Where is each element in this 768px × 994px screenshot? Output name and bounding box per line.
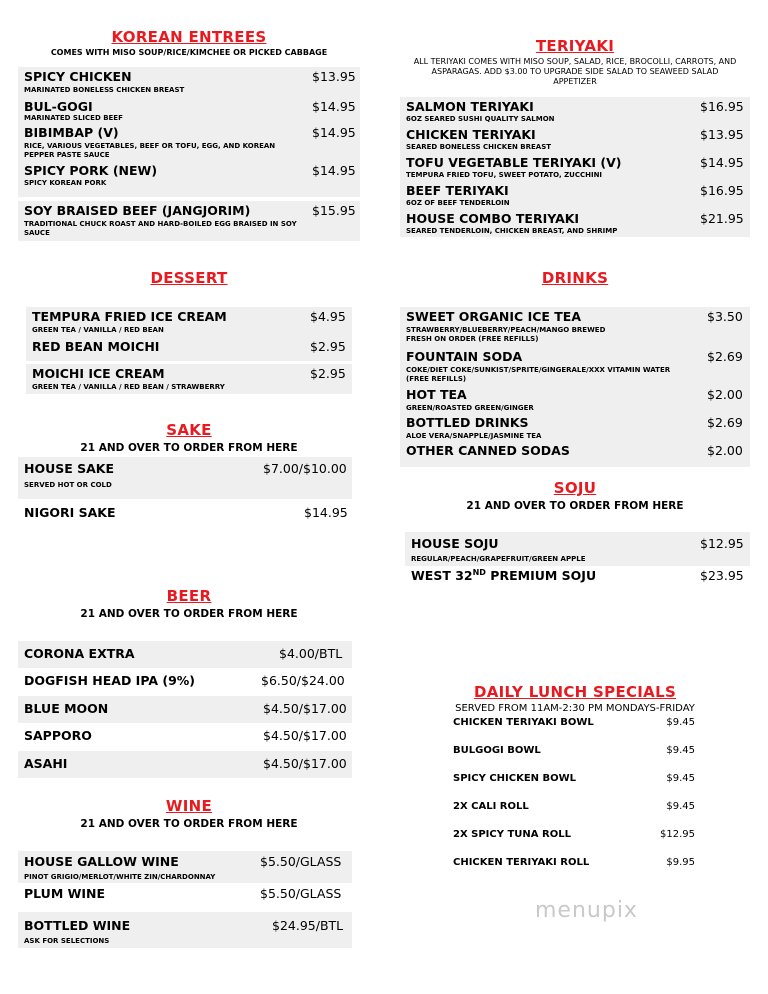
sake-age-notice: 21 AND OVER TO ORDER FROM HERE [80, 442, 298, 454]
menu-item-chicken-teriyaki [400, 125, 750, 153]
item-desc: 6OZ SEARED SUSHI QUALITY SALMON [406, 115, 555, 123]
item-desc: TEMPURA FRIED TOFU, SWEET POTATO, ZUCCHINI [406, 171, 603, 179]
lunch-specials-title: DAILY LUNCH SPECIALS [473, 683, 677, 701]
item-price: $2.00 [707, 387, 743, 402]
item-price: $5.50/GLASS [260, 854, 342, 869]
menu-item-red-bean-moichi [26, 337, 352, 361]
item-name: SALMON TERIYAKI [406, 99, 534, 114]
item-price: $23.95 [700, 568, 744, 583]
item-name: HOUSE COMBO TERIYAKI [406, 211, 580, 226]
item-name: CORONA EXTRA [24, 646, 135, 661]
menu-item-hot-tea [400, 385, 750, 413]
menu-item-house-gallow-wine [18, 851, 352, 883]
item-name: DOGFISH HEAD IPA (9%) [24, 673, 196, 688]
item-name: BOTTLED WINE [24, 918, 131, 933]
menu-item-moichi-ice-cream [26, 364, 352, 394]
item-price: $4.00/BTL [279, 646, 343, 661]
item-name: HOUSE SOJU [411, 536, 499, 551]
lunch-item [453, 773, 695, 784]
item-desc: RICE, VARIOUS VEGETABLES, BEEF OR TOFU, EGG, AND KOREAN PEPPER PASTE SAUCE [24, 142, 276, 159]
item-price: $2.95 [310, 366, 346, 381]
item-price: $12.95 [700, 536, 744, 551]
item-name: BUL-GOGI [24, 99, 93, 114]
menu-item-west-32nd-premium-soju [405, 566, 750, 590]
item-desc: GREEN/ROASTED GREEN/GINGER [406, 404, 534, 412]
lunch-item-price: $9.45 [666, 773, 695, 784]
drinks-title: DRINKS [541, 269, 609, 287]
ordinal-superscript: ND [472, 568, 486, 577]
item-price: $21.95 [700, 211, 744, 226]
lunch-item-name: BULGOGI BOWL [453, 745, 541, 756]
item-desc: MARINATED SLICED BEEF [24, 114, 123, 122]
item-name: BOTTLED DRINKS [406, 415, 529, 430]
item-name: PLUM WINE [24, 886, 106, 901]
item-name: ASAHI [24, 756, 68, 771]
item-price: $2.95 [310, 339, 346, 354]
lunch-item [453, 717, 695, 728]
item-desc: MARINATED BONELESS CHICKEN BREAST [24, 86, 185, 94]
item-price: $7.00/$10.00 [263, 461, 347, 476]
menu-item-salmon-teriyaki [400, 97, 750, 125]
menu-item-bottled-wine [18, 912, 352, 948]
lunch-item-name: SPICY CHICKEN BOWL [453, 773, 577, 784]
item-price: $13.95 [700, 127, 744, 142]
item-desc: TRADITIONAL CHUCK ROAST AND HARD-BOILED EGG BRAISED IN SOY SAUCE [24, 220, 297, 237]
item-name: BLUE MOON [24, 701, 109, 716]
lunch-served-hours: SERVED FROM 11AM-2:30 PM MONDAYS-FRIDAY [455, 703, 695, 714]
item-name: HOUSE GALLOW WINE [24, 854, 179, 869]
menu-item-nigori-sake [18, 501, 352, 527]
lunch-item [453, 745, 695, 756]
lunch-item-price: $12.95 [660, 829, 695, 840]
menu-item-other-canned-sodas [400, 441, 750, 467]
item-desc: GREEN TEA / VANILLA / RED BEAN [32, 326, 164, 334]
item-desc: COKE/DIET COKE/SUNKIST/SPRITE/GINGERALE/XXX VITAMIN WATER (FREE REFILLS) [406, 366, 671, 383]
item-name: BIBIMBAP (V) [24, 125, 119, 140]
menu-item-sapporo [18, 723, 352, 750]
item-price: $6.50/$24.00 [261, 673, 345, 688]
menu-item-spicy-chicken [18, 67, 360, 97]
item-name: SPICY PORK (NEW) [24, 163, 158, 178]
menu-item-tofu-vegetable-teriyaki [400, 153, 750, 181]
item-price: $2.00 [707, 443, 743, 458]
item-price: $5.50/GLASS [260, 886, 342, 901]
item-name: TOFU VEGETABLE TERIYAKI (V) [406, 155, 622, 170]
dessert-title: DESSERT [150, 269, 228, 287]
menu-item-house-soju [405, 532, 750, 566]
menu-item-blue-moon [18, 696, 352, 723]
item-price: $4.50/$17.00 [263, 728, 347, 743]
item-desc: SPICY KOREAN PORK [24, 179, 107, 187]
menu-item-spicy-pork [18, 161, 360, 197]
item-name: SWEET ORGANIC ICE TEA [406, 309, 582, 324]
item-price: $2.69 [707, 349, 743, 364]
item-price: $3.50 [707, 309, 743, 324]
item-name: SOY BRAISED BEEF (JANGJORIM) [24, 203, 251, 218]
item-desc: SEARED BONELESS CHICKEN BREAST [406, 143, 552, 151]
lunch-item-price: $9.45 [666, 717, 695, 728]
lunch-item [453, 829, 695, 840]
item-name: BEEF TERIYAKI [406, 183, 509, 198]
lunch-item-price: $9.45 [666, 801, 695, 812]
item-desc: ASK FOR SELECTIONS [24, 937, 110, 945]
lunch-item [453, 801, 695, 812]
item-price: $14.95 [312, 99, 356, 114]
item-price: $14.95 [312, 125, 356, 140]
wine-title: WINE [165, 797, 213, 815]
menupix-watermark: menupix [535, 898, 638, 923]
korean-entrees-note: COMES WITH MISO SOUP/RICE/KIMCHEE OR PICKED CABBAGE [50, 48, 328, 57]
item-desc: REGULAR/PEACH/GRAPEFRUIT/GREEN APPLE [411, 555, 586, 563]
wine-age-notice: 21 AND OVER TO ORDER FROM HERE [80, 818, 298, 830]
item-desc: STRAWBERRY/BLUEBERRY/PEACH/MANGO BREWED FRESH ON ORDER (FREE REFILLS) [406, 326, 606, 343]
lunch-item [453, 857, 695, 868]
menu-item-corona-extra [18, 641, 352, 668]
sake-title: SAKE [166, 421, 212, 439]
beer-title: BEER [166, 587, 212, 605]
item-price: $14.95 [312, 163, 356, 178]
item-desc: SEARED TENDERLOIN, CHICKEN BREAST, AND SHRIMP [406, 227, 618, 235]
item-name: CHICKEN TERIYAKI [406, 127, 536, 142]
teriyaki-note: ALL TERIYAKI COMES WITH MISO SOUP, SALAD, RICE, BROCOLLI, CARROTS, AND ASPARAGAS. ADD $3.00 TO UPGRADE SIDE SALAD TO SEAWEED SALAD APPETIZER [413, 57, 737, 86]
item-desc: GREEN TEA / VANILLA / RED BEAN / STRAWBERRY [32, 383, 225, 391]
menu-item-soy-braised-beef [18, 201, 360, 241]
item-name: FOUNTAIN SODA [406, 349, 523, 364]
item-price: $4.50/$17.00 [263, 756, 347, 771]
item-name: HOUSE SAKE [24, 461, 115, 476]
item-desc: ALOE VERA/SNAPPLE/JASMINE TEA [406, 432, 542, 440]
item-price: $13.95 [312, 69, 356, 84]
item-desc: 6OZ OF BEEF TENDERLOIN [406, 199, 510, 207]
item-name: MOICHI ICE CREAM [32, 366, 165, 381]
item-desc: PINOT GRIGIO/MERLOT/WHITE ZIN/CHARDONNAY [24, 873, 216, 881]
item-price: $2.69 [707, 415, 743, 430]
menu-item-tempura-fried-ice-cream [26, 307, 352, 337]
soju-title: SOJU [553, 479, 597, 497]
item-price: $24.95/BTL [272, 918, 344, 933]
lunch-item-name: CHICKEN TERIYAKI BOWL [453, 717, 594, 728]
menu-item-sweet-organic-ice-tea [400, 307, 750, 347]
item-name: NIGORI SAKE [24, 505, 116, 520]
lunch-item-name: 2X SPICY TUNA ROLL [453, 829, 571, 840]
menu-item-house-combo-teriyaki [400, 209, 750, 237]
item-price: $16.95 [700, 183, 744, 198]
beer-age-notice: 21 AND OVER TO ORDER FROM HERE [80, 608, 298, 620]
item-price: $15.95 [312, 203, 356, 218]
menu-item-beef-teriyaki [400, 181, 750, 209]
item-price: $16.95 [700, 99, 744, 114]
item-price: $4.50/$17.00 [263, 701, 347, 716]
lunch-item-price: $9.45 [666, 745, 695, 756]
teriyaki-title: TERIYAKI [535, 37, 615, 55]
menu-item-plum-wine [18, 883, 352, 907]
menu-item-fountain-soda [400, 347, 750, 385]
item-price: $4.95 [310, 309, 346, 324]
menu-item-bottled-drinks [400, 413, 750, 441]
menu-item-bibimbap [18, 123, 360, 161]
soju-age-notice: 21 AND OVER TO ORDER FROM HERE [466, 500, 684, 512]
menu-item-house-sake [18, 457, 352, 499]
menu-item-bul-gogi [18, 97, 360, 123]
item-name: HOT TEA [406, 387, 467, 402]
item-desc: SERVED HOT OR COLD [24, 481, 112, 489]
lunch-item-name: 2X CALI ROLL [453, 801, 529, 812]
korean-entrees-title: KOREAN ENTREES [111, 28, 267, 46]
item-name: TEMPURA FRIED ICE CREAM [32, 309, 227, 324]
menu-item-dogfish-head-ipa [18, 668, 352, 695]
item-name: SPICY CHICKEN [24, 69, 132, 84]
menu-item-asahi [18, 751, 352, 778]
lunch-item-name: CHICKEN TERIYAKI ROLL [453, 857, 590, 868]
lunch-item-price: $9.95 [666, 857, 695, 868]
item-name: RED BEAN MOICHI [32, 339, 160, 354]
item-price: $14.95 [700, 155, 744, 170]
item-name: OTHER CANNED SODAS [406, 443, 570, 458]
item-price: $14.95 [304, 505, 348, 520]
item-name: SAPPORO [24, 728, 92, 743]
item-name: WEST 32ND PREMIUM SOJU [411, 568, 597, 584]
